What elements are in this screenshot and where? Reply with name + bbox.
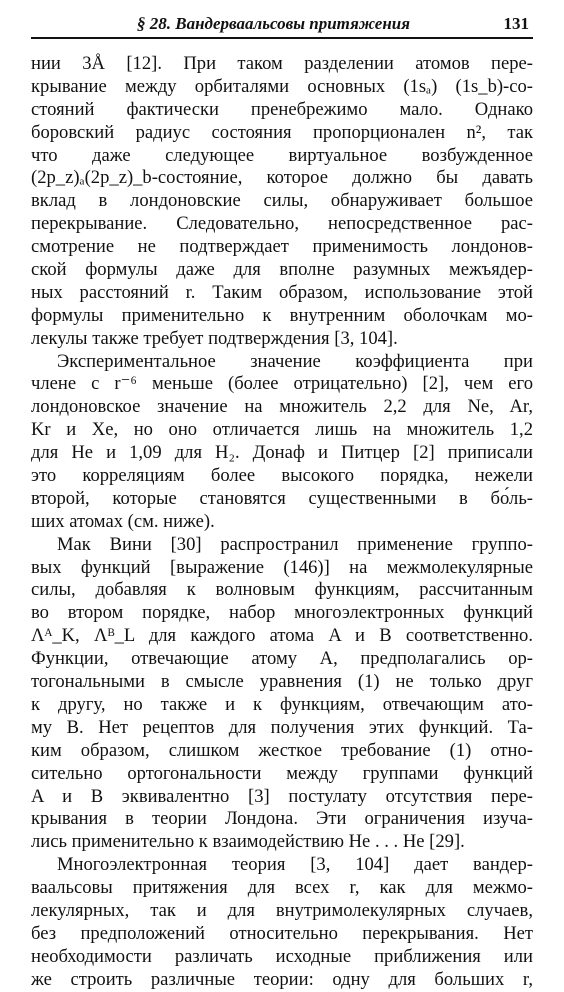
text-line: силы, добавляя к волновым функциям, рассчитанным	[31, 579, 533, 601]
text-line: сительно ортогональности между группами функций	[31, 762, 533, 784]
text-line: Функции, отвечающие атому A, предполагались ор-	[31, 648, 533, 670]
book-page	[31, 8, 533, 992]
text-line: что даже следующее виртуальное возбужденное	[31, 144, 533, 166]
page-number: 131	[503, 14, 529, 33]
text-line: перекрывание. Следовательно, непосредственное рас-	[31, 213, 533, 235]
text-line: ных расстояний r. Таким образом, использование этой	[31, 281, 533, 303]
text-line: во втором порядке, набор многоэлектронных функций	[31, 602, 533, 624]
text-line: Λᴬ_K, Λᴮ_L для каждого атома A и B соответственно.	[31, 625, 533, 647]
text-line: смотрение не подтверждает применимость лондонов-	[31, 236, 533, 258]
text-line: боровский радиус состояния пропорционален n², так	[31, 121, 533, 143]
text-line: стояний фактически пренебрежимо мало. Однако	[31, 98, 533, 120]
text-line: вклад в лондоновские силы, обнаруживает большое	[31, 190, 533, 212]
text-line: му B. Нет рецептов для получения этих функций. Та-	[31, 716, 533, 738]
text-line: ской формулы даже для вполне разумных межъядер-	[31, 259, 533, 281]
text-line: A и B эквивалентно [3] постулату отсутствия пере-	[31, 785, 533, 807]
text-line: (2p_z)ₐ(2p_z)_b-состояние, которое должно бы давать	[31, 167, 533, 189]
text-line: Мак Вини [30] распространил применение группо-	[57, 533, 533, 555]
text-line: для He и 1,09 для H₂. Донаф и Питцер [2] приписали	[31, 442, 533, 464]
text-line: лондоновское значение на множитель 2,2 для Ne, Ar,	[31, 396, 533, 418]
text-line: необходимости различать исходные приближения или	[31, 945, 533, 967]
text-line: ваальсовы притяжения для всех r, как для межмо-	[31, 877, 533, 899]
text-line: тогональными в смысле уравнения (1) не только друг	[31, 671, 533, 693]
text-line: крывание между орбиталями основных (1sₐ) (1s_b)-со-	[31, 75, 533, 97]
text-line: Kr и Xe, но оно отличается лишь на множитель 1,2	[31, 419, 533, 441]
header-rule	[31, 37, 533, 39]
text-line: нии 3Å [12]. При таком разделении атомов пере-	[31, 53, 533, 74]
body-text	[31, 53, 533, 992]
text-line: члене с r⁻⁶ меньше (более отрицательно) [2], чем его	[31, 373, 533, 395]
text-line: лекулярных, так и для внутримолекулярных случаев,	[31, 899, 533, 921]
text-line: же строить различные теории: одну для больших r,	[31, 968, 533, 990]
running-title: § 28. Вандерваальсовы притяжения	[137, 14, 410, 33]
text-line: вых функций [выражение (146)] на межмолекулярные	[31, 556, 533, 578]
text-line: ким образом, слишком жесткое требование (1) отно-	[31, 739, 533, 761]
running-header	[31, 8, 533, 34]
text-line: Экспериментальное значение коэффициента при	[57, 350, 533, 372]
text-line: к другу, но также и к функциям, отвечающим ато-	[31, 693, 533, 715]
text-line: Многоэлектронная теория [3, 104] дает вандер-	[57, 854, 533, 876]
text-line: формулы применительно к внутренним оболочкам мо-	[31, 304, 533, 326]
text-line: лись применительно к взаимодействию He . . . He [29].	[31, 831, 465, 853]
text-line: второй, которые становятся существенными в бо́ль-	[31, 487, 533, 509]
text-line: крывания в теории Лондона. Эти ограничения изуча-	[31, 808, 533, 830]
text-line: лекулы также требует подтверждения [3, 104].	[31, 327, 398, 349]
text-line: это корреляциям более высокого порядка, нежели	[31, 465, 533, 487]
text-line: ших атомах (см. ниже).	[31, 510, 215, 532]
text-line: без предположений относительно перекрывания. Нет	[31, 922, 533, 944]
